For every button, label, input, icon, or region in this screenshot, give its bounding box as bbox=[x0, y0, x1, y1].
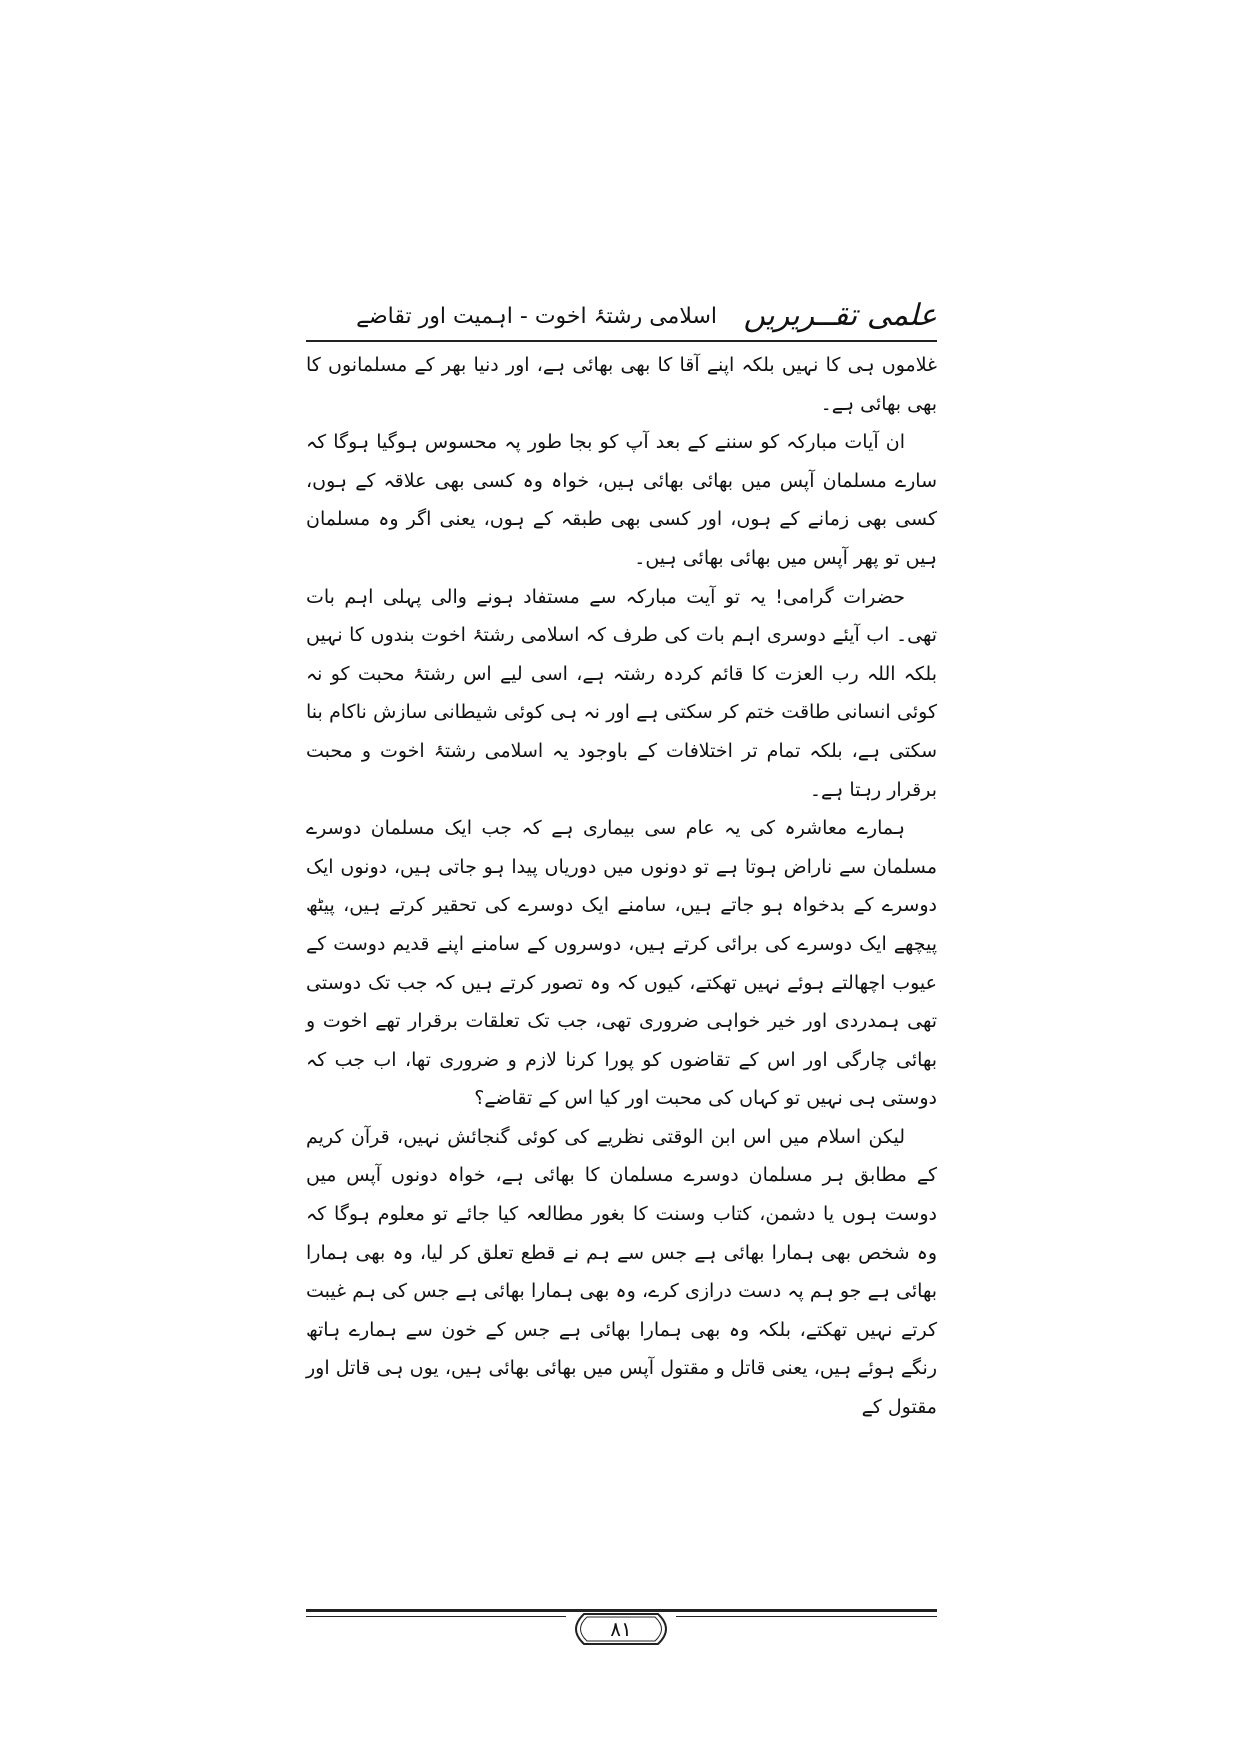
paragraph-3: حضرات گرامی! یہ تو آیت مبارکہ سے مستفاد ہونے والی پہلی اہم بات تھی۔ اب آیئے دوسری اہم بات کی طرف کہ اسلامی رشتۂ اخوت بندوں کا نہیں بلکہ اللہ رب العزت کا قائم کردہ رشتہ ہے، اسی لیے اس رشتۂ محبت کو نہ کوئی انسانی طاقت ختم کر سکتی ہے اور نہ ہی کوئی شیطانی سازش ناکام بنا سکتی ہے، بلکہ تمام تر اختلافات کے باوجود یہ اسلامی رشتۂ اخوت و محبت برقرار رہتا ہے۔ bbox=[306, 585, 937, 801]
book-title: علمی تقــریریں bbox=[743, 298, 937, 333]
chapter-title: اسلامی رشتۂ اخوت - اہمیت اور تقاضے bbox=[356, 304, 717, 329]
paragraph-4: ہمارے معاشرہ کی یہ عام سی بیماری ہے کہ جب ایک مسلمان دوسرے مسلمان سے ناراض ہوتا ہے تو دونوں میں دوریاں پیدا ہو جاتی ہیں، دونوں ایک دوسرے کے بدخواہ ہو جاتے ہیں، سامنے ایک دوسرے کی تحقیر کرتے ہیں، پیٹھ پیچھے ایک دوسرے کی برائی کرتے ہیں، دوسروں کے سامنے اپنے قدیم دوست کے عیوب اچھالتے ہوئے نہیں تھکتے، کیوں کہ وہ تصور کرتے ہیں کہ جب تک دوستی تھی ہمدردی اور خیر خواہی ضروری تھی، جب تک تعلقات برقرار تھے اخوت و بھائی چارگی اور اس کے تقاضوں کو پورا کرنا لازم و ضروری تھا، اب جب کہ دوستی ہی نہیں تو کہاں کی محبت اور کیا اس کے تقاضے؟ bbox=[306, 817, 937, 1110]
header-rule bbox=[306, 340, 937, 342]
page-number-badge bbox=[566, 1612, 676, 1646]
paragraph-5: لیکن اسلام میں اس ابن الوقتی نظریے کی کوئی گنجائش نہیں، قرآن کریم کے مطابق ہر مسلمان دوسرے مسلمان کا بھائی ہے، خواہ دونوں آپس میں دوست ہوں یا دشمن، کتاب وسنت کا بغور مطالعہ کیا جائے تو معلوم ہوگا کہ وہ شخص بھی ہمارا بھائی ہے جس سے ہم نے قطع تعلق کر لیا، وہ بھی ہمارا بھائی ہے جو ہم پہ دست درازی کرے، وہ بھی ہمارا بھائی ہے جس کی ہم غیبت کرتے نہیں تھکتے، بلکہ وہ بھی ہمارا بھائی ہے جس کے خون سے ہمارے ہاتھ رنگے ہوئے ہیں، یعنی قاتل و مقتول آپس میں بھائی بھائی ہیں، یوں ہی قاتل اور مقتول کے bbox=[306, 1125, 937, 1419]
body-text bbox=[306, 346, 937, 1427]
paragraph-2: ان آیات مبارکہ کو سننے کے بعد آپ کو بجا طور پہ محسوس ہوگیا ہوگا کہ سارے مسلمان آپس میں بھائی بھائی ہیں، خواہ وہ کسی بھی علاقہ کے ہوں، کسی بھی زمانے کے ہوں، اور کسی بھی طبقہ کے ہوں، یعنی اگر وہ مسلمان ہیں تو پھر آپس میں بھائی بھائی ہیں۔ bbox=[306, 431, 937, 569]
paragraph-1: غلاموں ہی کا نہیں بلکہ اپنے آقا کا بھی بھائی ہے، اور دنیا بھر کے مسلمانوں کا بھی بھائی ہے۔ bbox=[306, 354, 937, 415]
page-number: ۸۱ bbox=[610, 1617, 632, 1641]
running-header bbox=[306, 296, 937, 336]
